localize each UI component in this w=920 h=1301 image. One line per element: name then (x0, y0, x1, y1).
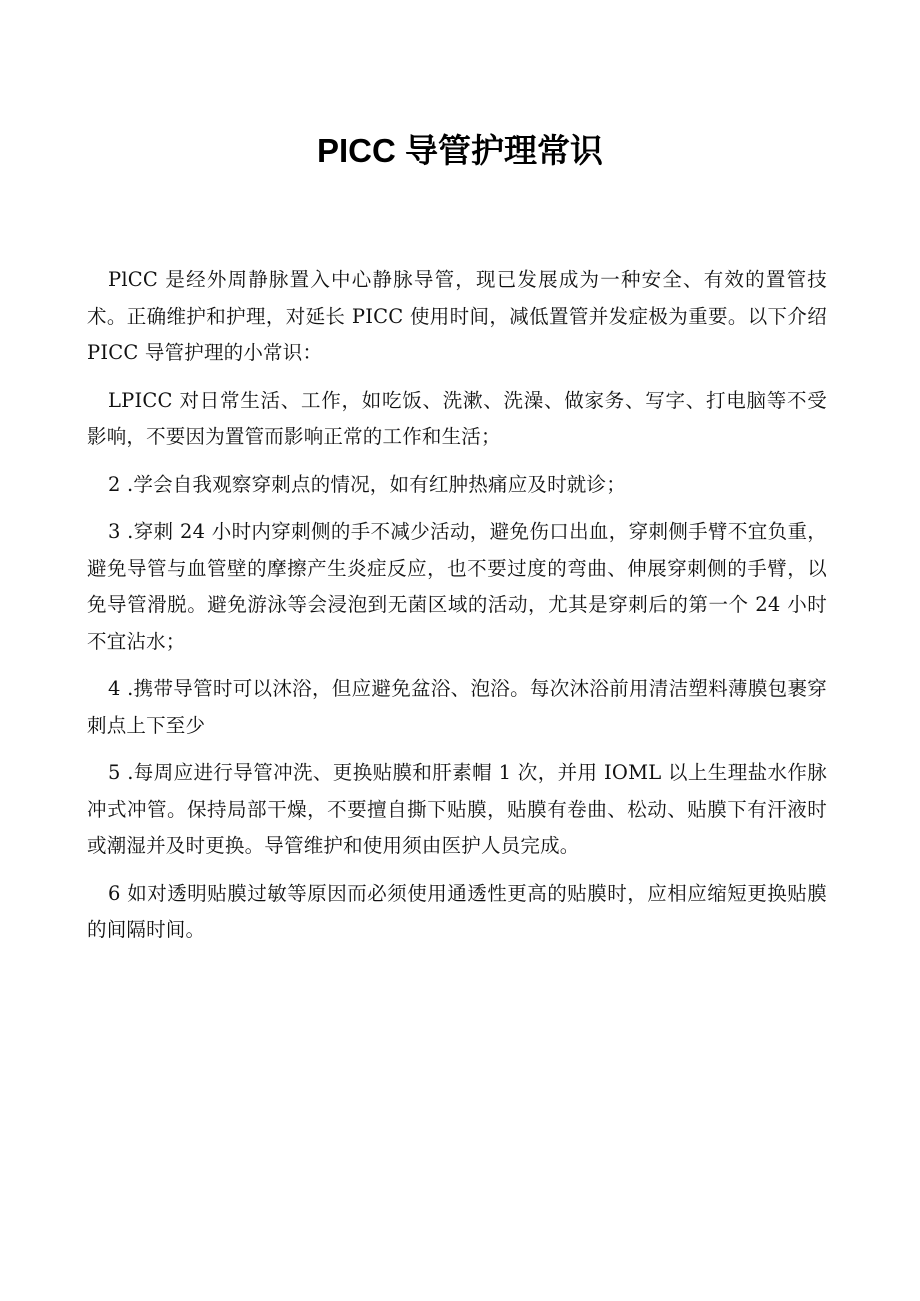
paragraph-item-2: 2 .学会自我观察穿刺点的情况，如有红肿热痛应及时就诊； (108, 472, 626, 496)
paragraph-item-1: LPICC 对日常生活、工作，如吃饭、洗漱、洗澡、做家务、写字、打电脑等不受影响，不要因为置管而影响正常的工作和生活； (87, 388, 827, 448)
paragraph-item-4: 4 .携带导管时可以沐浴，但应避免盆浴、泡浴。每次沐浴前用清洁塑料薄膜包裹穿刺点上下至少 (87, 677, 827, 737)
paragraph-item-3: 3 .穿刺 24 小时内穿刺侧的手不减少活动，避免伤口出血，穿刺侧手臂不宜负重，避免导管与血管壁的摩擦产生炎症反应，也不要过度的弯曲、伸展穿刺侧的手臂，以免导管滑脱。避免游泳等会浸泡到无菌区域的活动，尤其是穿刺后的第一个 24 小时不宜沾水； (87, 520, 827, 653)
paragraph-item-6: 6 如对透明贴膜过敏等原因而必须使用通透性更高的贴膜时，应相应缩短更换贴膜的间隔时间。 (87, 881, 827, 941)
document-body (87, 262, 827, 960)
paragraph-intro: PlCC 是经外周静脉置入中心静脉导管，现已发展成为一种安全、有效的置管技术。正确维护和护理，对延长 PICC 使用时间，减低置管并发症极为重要。以下介绍 PICC 导管护理的小常识： (87, 268, 827, 364)
document-title: PICC 导管护理常识 (316, 132, 603, 169)
paragraph-item-5: 5 .每周应进行导管冲洗、更换贴膜和肝素帽 1 次，并用 IOML 以上生理盐水作脉冲式冲管。保持局部干燥，不要擅自撕下贴膜，贴膜有卷曲、松动、贴膜下有汗液时或潮湿并及时更换。导管维护和使用须由医护人员完成。 (87, 761, 827, 857)
